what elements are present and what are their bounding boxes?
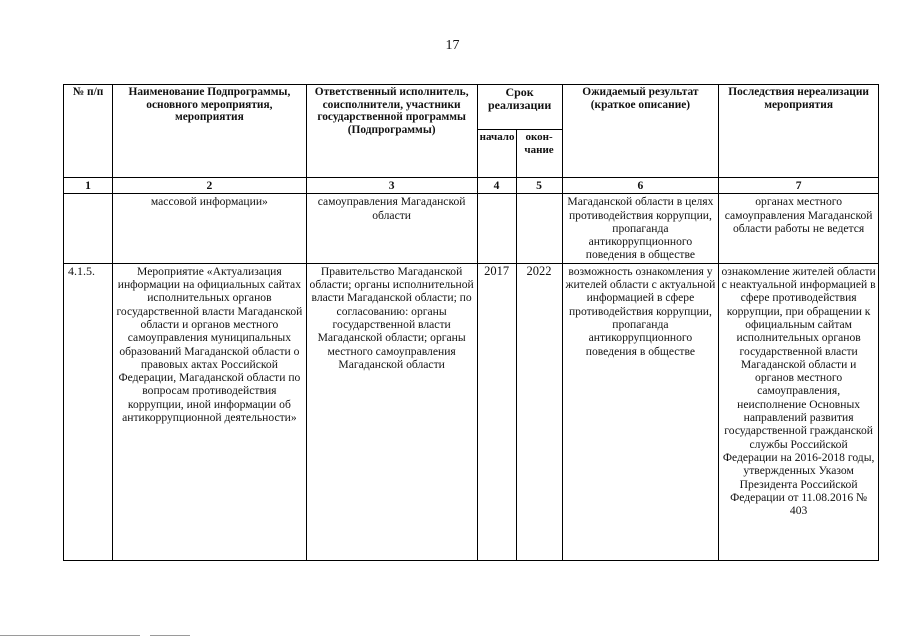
column-number: 6 — [562, 178, 719, 194]
row-id: 4.1.5. — [64, 263, 113, 560]
column-number: 7 — [719, 178, 879, 194]
scan-edge-artifact — [0, 633, 905, 640]
column-number: 3 — [306, 178, 477, 194]
row-name: массовой информации» — [113, 194, 307, 263]
row-start: 2017 — [477, 263, 516, 560]
header-end: окон-чание — [516, 130, 562, 178]
header-name: Наименование Подпрограммы, основного мероприятия, мероприятия — [113, 85, 307, 178]
column-number: 5 — [516, 178, 562, 194]
table-row — [64, 263, 879, 560]
row-result: Магаданской области в целях противодействия коррупции, пропаганда антикоррупционного поведения в обществе — [562, 194, 719, 263]
page-number: 17 — [445, 38, 460, 53]
header-result: Ожидаемый результат (краткое описание) — [562, 85, 719, 178]
column-number: 4 — [477, 178, 516, 194]
header-start: начало — [477, 130, 516, 178]
header-consequences: Последствия нереализации мероприятия — [719, 85, 879, 178]
column-numbers-row — [64, 178, 879, 194]
header-srok: Срок реализации — [477, 85, 562, 130]
header-responsible: Ответственный исполнитель, соисполнители, участники государственной программы (Подпрограммы) — [306, 85, 477, 178]
row-name: Мероприятие «Актуализация информации на официальных сайтах исполнительных органов государственной власти Магаданской области и органов местного самоуправления муниципальных образований Магаданской области о правовых актах Российской Федерации, Магаданской области по вопросам противодействия коррупции, иной информации об антикоррупционной деятельности» — [113, 263, 307, 560]
header-np: № п/п — [64, 85, 113, 178]
column-number: 1 — [64, 178, 113, 194]
row-end — [516, 194, 562, 263]
row-id — [64, 194, 113, 263]
row-start — [477, 194, 516, 263]
column-number: 2 — [113, 178, 307, 194]
row-responsible: Правительство Магаданской области; органы исполнительной власти Магаданской области; по согласованию: органы государственной власти Магаданской области; органы местного самоуправления Магаданской области — [306, 263, 477, 560]
header-row-1 — [64, 85, 879, 130]
row-end: 2022 — [516, 263, 562, 560]
measures-table — [63, 84, 879, 561]
row-consequences: ознакомление жителей области с неактуальной информацией в сфере противодействия коррупции, при обращении к официальным сайтам исполнительных органов государственной власти Магаданской области и органов местного самоуправления, неисполнение Основных направлений развития государственной гражданской службы Российской Федерации на 2016-2018 годы, утвержденных Указом Президента Российской Федерации от 11.08.2016 № 403 — [719, 263, 879, 560]
row-consequences: органах местного самоуправления Магаданской области работы не ведется — [719, 194, 879, 263]
row-responsible: самоуправления Магаданской области — [306, 194, 477, 263]
row-result: возможность ознакомления у жителей области с актуальной информацией в сфере противодействия коррупции, пропаганда антикоррупционного поведения в обществе — [562, 263, 719, 560]
table-row — [64, 194, 879, 263]
